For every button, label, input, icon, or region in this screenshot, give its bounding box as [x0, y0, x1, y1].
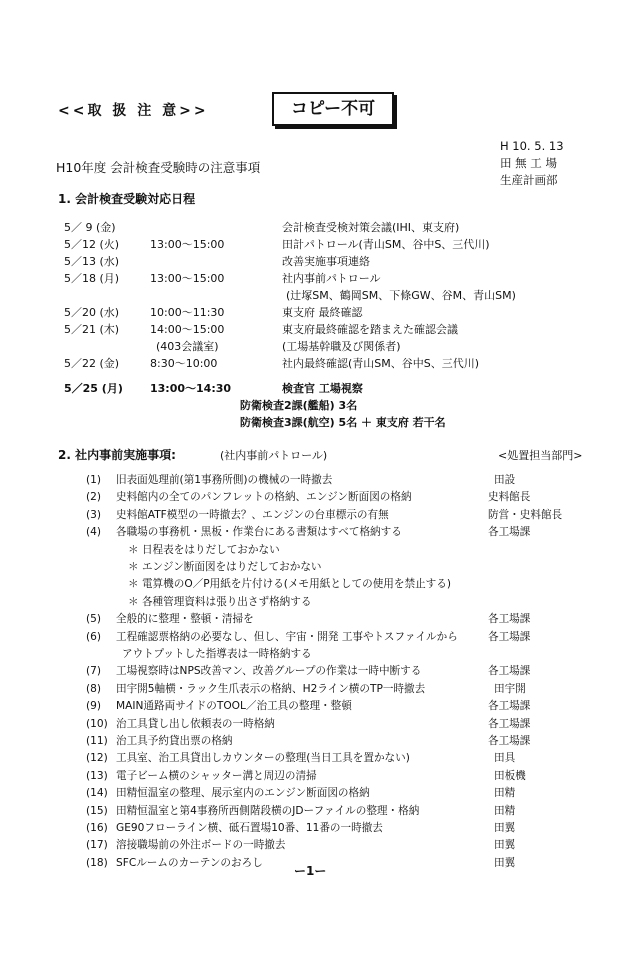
item-text: ＊ 電算機のO／P用紙を片付ける(メモ用紙としての使用を禁止する)	[128, 578, 451, 591]
item-dept: 各工場課	[488, 735, 531, 747]
section1-heading: 1. 会計検査受験対応日程	[58, 192, 196, 206]
schedule-event: 東支府 最終確認	[282, 306, 363, 319]
item-text: 各職場の事務机・黒板・作業台にある書類はすべて格納する	[116, 526, 402, 539]
item-number: (8)	[86, 682, 102, 695]
action-item	[86, 698, 606, 714]
schedule-date: 5／18 (月)	[64, 272, 120, 285]
schedule-date: 5／22 (金)	[64, 357, 120, 370]
action-item	[86, 611, 606, 627]
action-item	[86, 594, 606, 610]
schedule-time: 14:00～15:00	[150, 323, 225, 336]
action-item	[86, 489, 606, 505]
action-item	[86, 750, 606, 766]
doc-date: H 10. 5. 13	[500, 139, 564, 153]
item-number: (10)	[86, 717, 108, 730]
action-item	[86, 524, 606, 540]
item-dept: 各工場課	[488, 613, 531, 626]
action-item	[86, 733, 606, 749]
item-text: 旧表面処理前(第1事務所側)の機械の一時撤去	[116, 474, 333, 486]
handling-notice: <<取 扱 注 意>>	[58, 103, 209, 119]
dept-column-header: <処置担当部門>	[498, 449, 583, 462]
schedule-time: 10:00～11:30	[150, 306, 225, 319]
item-text: 電子ビーム横のシャッター溝と周辺の清掃	[116, 769, 317, 782]
item-dept: 田翼	[494, 856, 516, 869]
action-item	[86, 542, 606, 558]
action-item	[86, 820, 606, 836]
action-item	[86, 507, 606, 523]
item-text: ＊ エンジン断面図をはりだしておかない	[128, 561, 322, 573]
action-item	[86, 663, 606, 679]
schedule-event: 会計検査受検対策会議(IHI、東支府)	[282, 221, 460, 234]
schedule-event: (工場基幹職及び関係者)	[282, 340, 401, 353]
action-item	[86, 576, 606, 592]
no-copy-stamp: コピー不可	[272, 92, 394, 126]
item-dept: 史料館長	[488, 491, 531, 504]
page-number: ー1ー	[294, 864, 327, 878]
action-item	[86, 681, 606, 697]
item-text: 工具室、治工具貸出しカウンターの整理(当日工具を置かない)	[116, 752, 410, 765]
schedule-date: 5／20 (水)	[64, 306, 120, 319]
item-text: 治工具予約貸出票の格納	[116, 735, 233, 747]
item-text: 溶接職場前の外注ボードの一時撤去	[116, 839, 286, 852]
item-text: アウトプットした指導表は一時格納する	[122, 648, 312, 660]
item-number: (17)	[86, 839, 108, 852]
action-item	[86, 855, 606, 871]
item-number: (14)	[86, 787, 108, 800]
schedule-row	[64, 304, 524, 321]
schedule-date: 5／13 (水)	[64, 255, 120, 268]
item-text: 史料館内の全てのパンフレットの格納、エンジン断面図の格納	[116, 491, 412, 504]
schedule-date: 5／12 (火)	[64, 238, 120, 251]
dept-name: 生産計画部	[500, 173, 558, 187]
item-text: 工場視察時はNPS改善マン、改善グループの作業は一時中断する	[116, 665, 422, 678]
inspection-date: 5／25 (月)	[64, 382, 123, 395]
item-text: GE90フローライン横、砥石置場10番、11番の一時撤去	[116, 822, 383, 834]
schedule-row	[64, 236, 524, 253]
item-number: (2)	[86, 491, 102, 504]
action-item	[86, 837, 606, 853]
item-number: (6)	[86, 630, 102, 643]
item-text: 田精恒温室と第4事務所西側階段横のJDーファイルの整理・格納	[116, 804, 420, 817]
item-text: ＊ 日程表をはりだしておかない	[128, 543, 280, 556]
item-number: (15)	[86, 804, 108, 817]
item-text: 田精恒温室の整理、展示室内のエンジン断面図の格納	[116, 787, 370, 800]
item-number: (1)	[86, 474, 102, 486]
schedule-event: 改善実施事項連絡	[282, 255, 370, 268]
item-number: (3)	[86, 508, 102, 521]
item-text: 全般的に整理・整頓・清掃を	[116, 613, 254, 626]
schedule-list	[64, 219, 524, 379]
schedule-time: 13:00～15:00	[150, 238, 225, 251]
schedule-row	[64, 219, 524, 236]
schedule-row	[64, 338, 524, 355]
item-dept: 田具	[494, 752, 516, 765]
schedule-time: 13:00～15:00	[150, 272, 225, 285]
schedule-event: (辻塚SM、鶴岡SM、下條GW、谷M、青山SM)	[286, 289, 516, 302]
item-dept: 田設	[494, 474, 516, 486]
item-dept: 各工場課	[488, 630, 531, 643]
schedule-row	[64, 321, 524, 338]
item-number: (18)	[86, 856, 108, 869]
item-number: (7)	[86, 665, 102, 678]
inspection-event: 検査官 工場視察	[282, 382, 363, 395]
item-number: (16)	[86, 822, 108, 834]
item-dept: 各工場課	[488, 700, 531, 713]
schedule-event: 東支府最終確認を踏まえた確認会議	[282, 323, 458, 336]
item-number: (5)	[86, 613, 102, 626]
action-item	[86, 803, 606, 819]
item-text: 史料館ATF模型の一時撤去？、エンジンの台車標示の有無	[116, 508, 389, 521]
section2-heading: 2. 社内事前実施事項:	[58, 448, 176, 462]
item-dept: 田精	[494, 787, 516, 800]
item-text: 田宇開5軸横・ラック生爪表示の格納、H2ライン横のTP一時撤去	[116, 682, 426, 695]
doc-title: H10年度 会計検査受験時の注意事項	[56, 160, 261, 175]
schedule-date: 5／21 (木)	[64, 323, 120, 336]
action-item	[86, 646, 606, 662]
section2-subheading: (社内事前パトロール)	[220, 449, 328, 462]
inspection-detail-1: 防衛検査2課(艦船) 3名	[240, 399, 358, 412]
schedule-row	[64, 253, 524, 270]
action-item-list	[86, 472, 606, 869]
item-text: MAIN通路両サイドのTOOL／治工具の整理・整頓	[116, 700, 352, 713]
action-item	[86, 559, 606, 575]
item-number: (12)	[86, 752, 108, 765]
item-dept: 防営・史料館長	[488, 508, 563, 521]
schedule-row	[64, 287, 524, 304]
schedule-event: 社内最終確認(青山SM、谷中S、三代川)	[282, 357, 480, 370]
schedule-date: 5／ 9 (金)	[64, 221, 116, 234]
item-dept: 田翼	[494, 822, 516, 834]
action-item	[86, 716, 606, 732]
inspection-time: 13:00～14:30	[150, 382, 232, 395]
item-text: 工程確認票格納の必要なし、但し、宇宙・開発 工事やトスファイルから	[116, 630, 458, 643]
schedule-row	[64, 355, 524, 372]
item-dept: 田精	[494, 804, 516, 817]
action-item	[86, 472, 606, 488]
action-item	[86, 768, 606, 784]
item-dept: 田板機	[494, 769, 526, 782]
item-text: 治工具貸し出し依頼表の一時格納	[116, 717, 275, 730]
inspection-detail-2: 防衛検査3課(航空) 5名 ＋ 東支府 若干名	[240, 416, 446, 429]
schedule-event: 社内事前パトロール	[282, 272, 381, 285]
item-dept: 田翼	[494, 839, 516, 852]
schedule-time: (403会議室)	[156, 340, 219, 353]
item-number: (9)	[86, 700, 102, 713]
item-dept: 田宇開	[494, 682, 526, 695]
action-item	[86, 629, 606, 645]
item-number: (11)	[86, 735, 108, 747]
item-text: SFCルームのカーテンのおろし	[116, 856, 263, 869]
schedule-time: 8:30～10:00	[150, 357, 218, 370]
schedule-event: 田計パトロール(青山SM、谷中S、三代川)	[282, 238, 490, 251]
schedule-row	[64, 270, 524, 287]
item-dept: 各工場課	[488, 717, 531, 730]
item-number: (4)	[86, 526, 102, 539]
org-name: 田 無 工 場	[500, 156, 557, 170]
item-dept: 各工場課	[488, 665, 531, 678]
item-text: ＊ 各種管理資料は張り出さず格納する	[128, 595, 312, 608]
action-item	[86, 785, 606, 801]
item-number: (13)	[86, 769, 108, 782]
item-dept: 各工場課	[488, 526, 531, 539]
